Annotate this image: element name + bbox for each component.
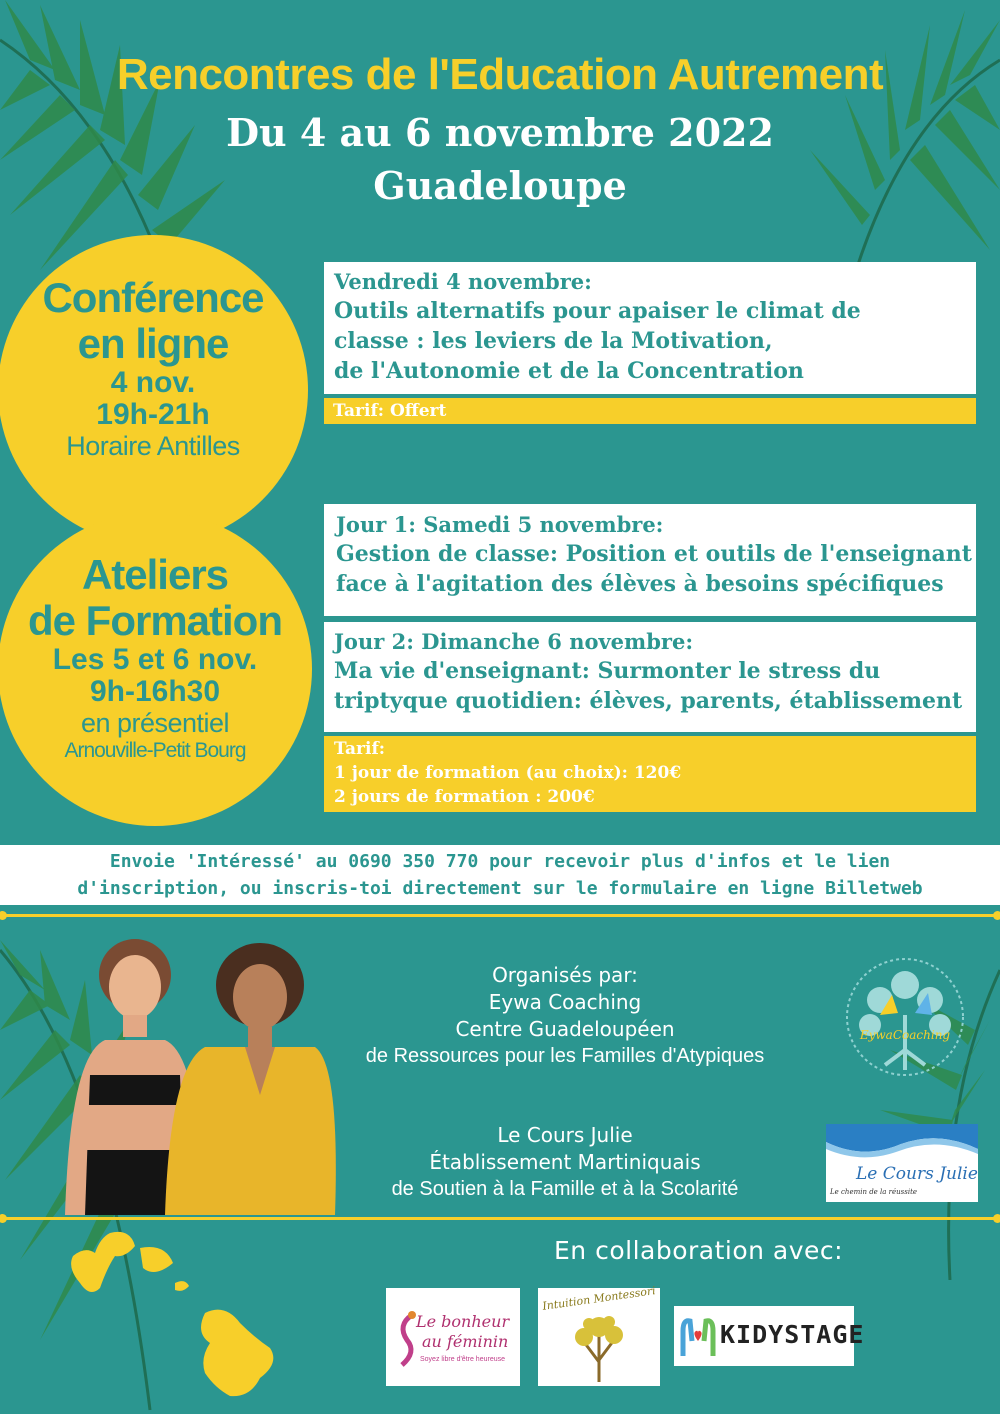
gold-separator-bottom <box>0 1217 1000 1220</box>
conference-time: 19h-21h <box>96 398 210 431</box>
organizer2-block <box>340 1122 790 1203</box>
ateliers-dates: Les 5 et 6 nov. <box>52 643 258 676</box>
guadeloupe-martinique-map <box>55 1228 295 1408</box>
separator-dot <box>993 1214 1000 1223</box>
ateliers-tarif-line2: 2 jours de formation : 200€ <box>334 787 595 807</box>
ateliers-title-line1: Ateliers <box>81 551 229 598</box>
intuition-montessori-logo <box>538 1284 660 1386</box>
cours-julie-logo <box>826 1124 978 1202</box>
day1-line: Gestion de classe: Position et outils de l'enseignant <box>336 541 972 567</box>
conference-tarif-text: Tarif: Offert <box>333 401 447 421</box>
organizer-description: de Soutien à la Famille et à la Scolarité <box>391 1178 739 1200</box>
ateliers-tarif-title: Tarif: <box>334 739 386 759</box>
event-title: Rencontres de l'Education Autrement <box>116 50 884 99</box>
organizer-description: Centre Guadeloupéen <box>455 1017 675 1041</box>
conference-title-line2: en ligne <box>77 320 229 367</box>
day1-info-box <box>324 504 976 616</box>
event-dates: Du 4 au 6 novembre 2022 <box>226 110 774 155</box>
day2-line: triptyque quotidien: élèves, parents, établissement <box>334 688 963 714</box>
cours-julie-tagline: Le chemin de la réussite <box>830 1188 918 1196</box>
day1-line: face à l'agitation des élèves à besoins spécifiques <box>336 571 944 597</box>
contact-line2: d'inscription, ou inscris-toi directement sur le formulaire en ligne Billetweb <box>77 878 923 899</box>
conference-timezone: Horaire Antilles <box>66 431 240 461</box>
day2-title: Jour 2: Dimanche 6 novembre: <box>334 629 694 654</box>
kidystage-logo <box>674 1306 865 1366</box>
organizers-photo <box>35 935 345 1215</box>
bonheur-tagline: Soyez libre d'être heureuse <box>420 1356 505 1363</box>
organizers-heading: Organisés par: <box>492 963 638 987</box>
montessori-name: Intuition Montessori <box>541 1284 657 1313</box>
bonheur-line2: au féminin <box>422 1332 509 1351</box>
conference-box-line: Outils alternatifs pour apaiser le climat de <box>334 298 861 324</box>
gold-separator-top <box>0 914 1000 917</box>
ateliers-title-line2: de Formation <box>27 597 282 644</box>
cours-julie-name: Le Cours Julie <box>856 1164 978 1184</box>
day2-info-box <box>324 622 976 732</box>
kidystage-name: KIDYSTAGE <box>720 1320 865 1349</box>
ateliers-tarif <box>324 736 976 812</box>
organizer-description: Établissement Martiniquais <box>429 1150 701 1174</box>
eywa-coaching-logo <box>840 955 970 1085</box>
ateliers-mode: en présentiel <box>80 708 230 738</box>
organizers-block <box>340 962 790 1070</box>
organizer-description: de Ressources pour les Familles d'Atypiques <box>365 1045 765 1067</box>
conference-box-line: classe : les leviers de la Motivation, <box>334 328 773 354</box>
conference-date: 4 nov. <box>110 366 196 399</box>
event-location: Guadeloupe <box>373 163 627 208</box>
organizer-name: Le Cours Julie <box>497 1123 633 1147</box>
conference-box-title: Vendredi 4 novembre: <box>334 269 592 294</box>
ateliers-location: Arnouville-Petit Bourg <box>64 739 246 762</box>
wave-icon <box>826 1124 978 1164</box>
bonheur-line1: Le bonheur <box>416 1312 510 1331</box>
day1-title: Jour 1: Samedi 5 novembre: <box>336 512 664 537</box>
separator-dot <box>993 911 1000 920</box>
eywa-logo-text: EywaCoaching <box>859 1028 951 1042</box>
contact-line1: Envoie 'Intéressé' au 0690 350 770 pour recevoir plus d'infos et le lien <box>109 851 891 872</box>
organizer-name: Eywa Coaching <box>488 990 642 1014</box>
ateliers-tarif-line1: 1 jour de formation (au choix): 120€ <box>334 763 682 783</box>
collaboration-heading: En collaboration avec: <box>554 1236 844 1265</box>
conference-info-box <box>324 262 976 394</box>
tree-icon <box>559 1312 639 1382</box>
hands-heart-icon <box>678 1311 718 1361</box>
ateliers-time: 9h-16h30 <box>89 675 221 708</box>
day2-line: Ma vie d'enseignant: Surmonter le stress du <box>334 658 881 684</box>
conference-circle <box>0 235 308 545</box>
conference-tarif <box>324 398 976 424</box>
ateliers-circle <box>0 512 312 826</box>
separator-dot <box>0 911 7 920</box>
conference-title-line1: Conférence <box>42 274 264 321</box>
le-bonheur-au-feminin-logo <box>386 1288 520 1386</box>
contact-banner <box>0 845 1000 905</box>
conference-box-line: de l'Autonomie et de la Concentration <box>334 358 804 384</box>
